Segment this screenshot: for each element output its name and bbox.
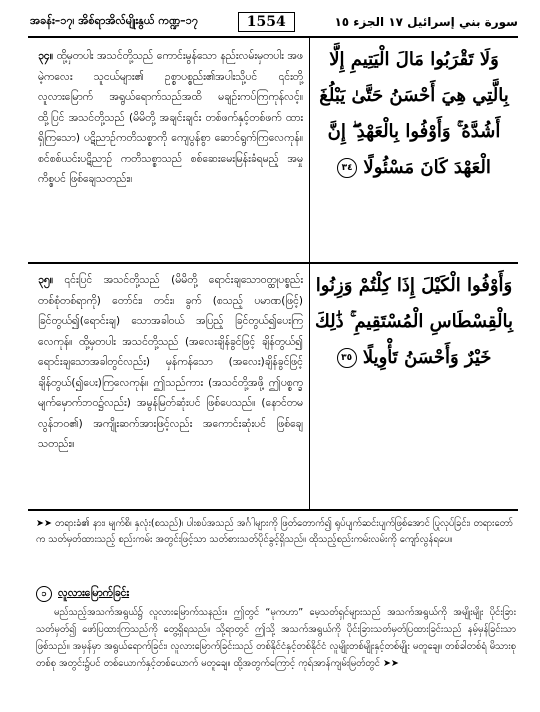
- ayah-number-marker: ٣٤: [337, 158, 357, 178]
- arabic-text: وَأَوْفُوا الْكَيْلَ إِذَا كِلْتُمْ وَزِنُوا بِالْقِسْطَاسِ الْمُسْتَقِيمِ ۚ ذَٰلِكَ خَيْرٌ وَأَحْسَنُ تَأْوِيلًا: [315, 275, 513, 368]
- verse-number: ၃၄။: [38, 50, 53, 62]
- ayah-number-marker: ٣٥: [337, 348, 357, 368]
- top-rule: [28, 36, 518, 38]
- section-body: မည်သည့်အသက်အရွယ်၌ လူလားမြောက်သနည်း။ ဤတွင် “မုကဟာ” မေ့သတ်ရှင်များသည် အသက်အရွယ်ကို အမျိုးမျိုး ပိုင်းခြားသတ်မှတ်၍ ဖော်ပြထားကြသည်ကို တွေ့ရှိရသည်။ သို့ရာတွင် ဤသို့ အသက်အရွယ်ကို ပိုင်းခြားသတ်မှတ်ပြထားခြင်းသည် နမ့်မှန်ခြင်းသာဖြစ်သည်။ အမှန်မှာ အရွယ်ရောက်ခြင်း၊ လူလားမြောက်ခြင်းသည် တစ်နိုင်ငံနှင့်တစ်နိုင်ငံ လူမျိုးတစ်မျိုးနှင့်တစ်မျိုး မတူချေ။ တစ်ခါတစ်ရံ မိသားစုတစ်စု အတွင်း၌ပင် တစ်ယောက်နှင့်တစ်ယောက် မတူချေ။ ထို့အတွက်ကြောင့် ကုရ်အာန်ကျမ်းမြတ်တွင် ➤➤: [36, 607, 516, 669]
- verse-text: ထို့မှတပါး အသင်တို့သည် ကောင်းမွန်သော နည်းလမ်းမှတပါး အဖမဲ့ကလေး သူငယ်များ၏ ဥစ္စာပစ္စည်း၏အပါးသို့ပင် ၎င်းတို့ လူလားမြောက် အရွယ်ရောက်သည်အထိ မချဉ်းကပ်ကြကုန်လင့်။ ထို့ပြင် အသင်တို့သည် (မိမိတို့ အချင်းချင်း တစ်ဖက်နှင့်တစ်ဖက် ထားရှိကြသော) ပဋိညာဉ်ကတိသစ္စာကို ကျေပွန်စွာ ဆောင်ရွက်ကြလေကုန်။ စင်စစ်ယင်းပဋိညာဉ် ကတိသစ္စာသည် စစ်ဆေးမေးမြန်းခံရမည့် အမှုကိစ္စပင် ဖြစ်ချေသတည်း။: [38, 50, 303, 185]
- page-header: [30, 12, 518, 32]
- middle-rule: [28, 262, 518, 264]
- section-number: ၁: [36, 586, 52, 602]
- page-number: 1554: [238, 12, 295, 32]
- verse-text: ၎င်းပြင် အသင်တို့သည် (မိမိတို့ ရောင်းချသော၀တ္ထုပစ္စည်း တစ်စုံတစ်ရာကို) တော်င်း၊ တင်း၊ ခွက် (စသည့် ပမာဏ(ဖြင့်) ခြင်တွယ်၍(ရောင်းချ) သောအခါ၀ယ် အပြည့် ခြင်တွယ်၍ပေးကြလေကုန်။ ထို့မှတပါး အသင်တို့သည် (အလေးချိန်ခွင်ဖြင့် ချိန်တွယ်၍ ရောင်းချသောအခါတွင်လည်း) မှန်ကန်သော (အလေး)ချိန်ခွင်ဖြင့် ချိန်တွယ်(၍ပေး)ကြလေကုန်။ ဤသည်ကား (အသင်တို့အဖို့ ဤပစ္စက္ခမျက်မှောက်ဘ၀၌လည်း) အမွန်မြတ်ဆုံးပင် ဖြစ်ပေသည်။ (နောင်တမလွန်ဘ၀၏) အကျိုးဆက်အားဖြင့်လည်း အကောင်းဆုံးပင် ဖြစ်ချေသတည်း။: [38, 274, 303, 450]
- verse-translation-35: [38, 270, 303, 455]
- arabic-verse-35: [314, 268, 514, 376]
- section-heading: [36, 586, 129, 602]
- bottom-rule: [28, 509, 518, 511]
- verse-number: ၃၅။: [38, 274, 53, 286]
- arabic-verse-34: [314, 42, 514, 186]
- column-divider: [309, 36, 310, 509]
- footnote: ➤➤ တရားခံ၏ နား၊ မျက်စိ၊ နှလုံး(စသည်)၊ ပါးစပ်အသည် အင်္ဂါများကို ဖြတ်တောက်၍ ရုပ်ပျက်ဆင်းပျက်ဖြစ်အောင် ပြုလုပ်ခြင်း၊ တရားတော်က သတ်မှတ်ထားသည့် စည်းကမ်း အတွင်းဖြင့်သာ သတ်စားသတ်ပိုင်ခွင့်ရှိသည်။ ထိုသည့်စည်းကမ်းလမ်းကို ကျော်လွန်ရပေ။: [36, 518, 513, 545]
- arabic-text: وَلَا تَقْرَبُوا مَالَ الْيَتِيمِ إِلَّا بِالَّتِي هِيَ أَحْسَنُ حَتَّىٰ يَبْلُغَ أَشُدَّهُ ۚ وَأَوْفُوا بِالْعَهْدِ ۖ إِنَّ الْعَهْدَ كَانَ مَسْئُولًا: [319, 49, 509, 178]
- verse-translation-34: [38, 46, 303, 190]
- header-surah-title: سورة بني إسرائيل ١٧ الجزء ١٥: [334, 15, 518, 29]
- header-chapter-title: အခန်း–၁၇၊ အိစ်ရာအိလ်မျိုးနွယ် ကဏ္ဍ–၁၇: [30, 14, 199, 27]
- section-title: လူလားမြောက်ခြင်း: [58, 586, 130, 599]
